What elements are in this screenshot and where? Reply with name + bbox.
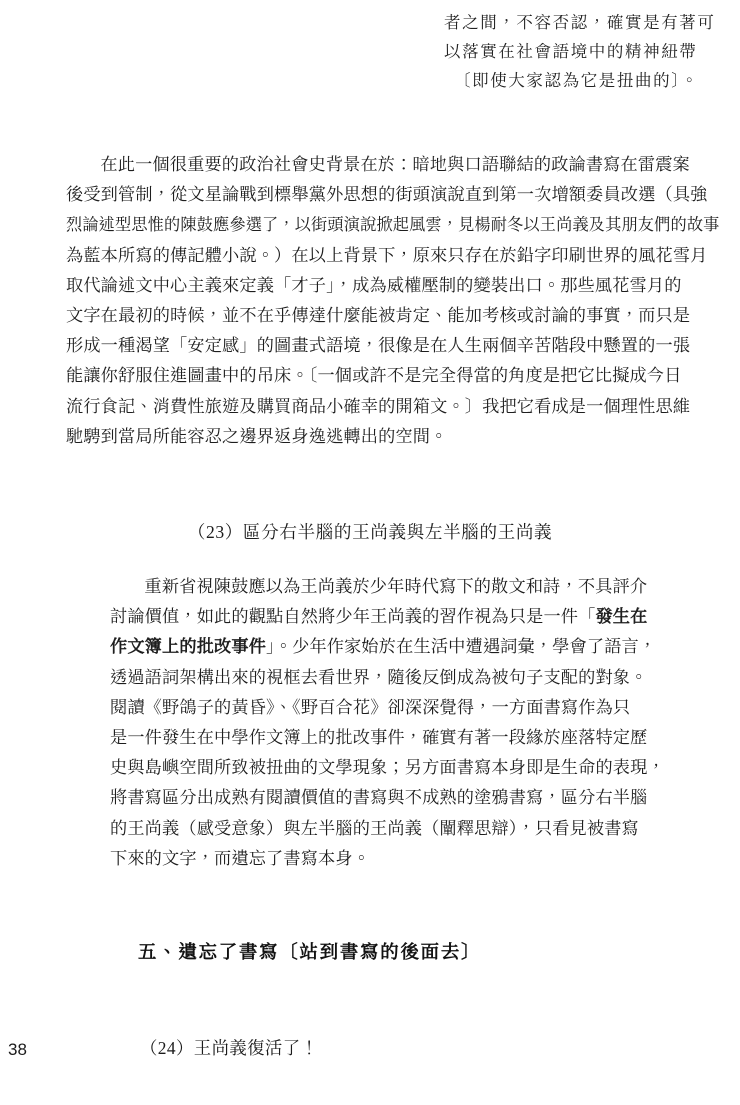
- page-folio-number: 38: [8, 1040, 27, 1059]
- paragraph-two-line-4: 透過語詞架構出來的視框去看世界，隨後反倒成為被句子支配的對象。: [110, 667, 648, 687]
- paragraph-one-line-7: 形成一種渴望「安定感」的圖畫式語境，很像是在人生兩個辛苦階段中懸置的一張: [66, 336, 691, 356]
- paragraph-one-line-4: 為藍本所寫的傳記體小說。）在以上背景下，原來只存在於鉛字印刷世界的風花雪月: [66, 245, 708, 265]
- paragraph-two-line-2-plain: 討論價值，如此的觀點自然將少年王尚義的習作視為只是一件「: [110, 607, 596, 627]
- paragraph-two-line-2: [110, 602, 670, 632]
- paragraph-two: [110, 572, 670, 874]
- numbered-line-24: （24）王尚義復活了！: [140, 1038, 319, 1058]
- top-continuation-line-2: 以落實在社會語境中的精神紐帶: [444, 42, 698, 61]
- heading-chapter-five: 五、遺忘了書寫〔站到書寫的後面去〕: [138, 941, 482, 962]
- paragraph-two-line-1: 重新省視陳鼓應以為王尚義於少年時代寫下的散文和詩，不具評介: [144, 577, 648, 596]
- paragraph-two-line-9: 的王尚義（感受意象）與左半腦的王尚義（闡釋思辯），只看見被書寫: [110, 818, 639, 838]
- heading-section-23: （23）區分右半腦的王尚義與左半腦的王尚義: [187, 522, 553, 542]
- paragraph-two-line-5: 閱讀《野鴿子的黃昏》、《野百合花》卻深深覺得，一方面書寫作為只: [110, 697, 631, 717]
- paragraph-one-line-10: 馳騁到當局所能容忍之邊界返身逸逃轉出的空間。: [66, 426, 448, 446]
- top-continuation-line-3: 〔即使大家認為它是扭曲的〕。: [454, 71, 700, 90]
- paragraph-two-line-7: 史與島嶼空間所致被扭曲的文學現象；另方面書寫本身即是生命的表現，: [110, 758, 665, 778]
- paragraph-two-line-3: [110, 632, 670, 662]
- paragraph-one-line-8: 能讓你舒服住進圖畫中的吊床。〔一個或許不是完全得當的角度是把它比擬成今日: [66, 366, 682, 386]
- emphasis-run-start: 發生在: [595, 607, 648, 627]
- top-continuation-line-1: 者之間，不容否認，確實是有著可: [444, 13, 716, 32]
- paragraph-one-line-1: 在此一個很重要的政治社會史背景在於：暗地與口語聯結的政論書寫在雷震案: [100, 155, 690, 174]
- top-continuation-block: [444, 8, 732, 95]
- paragraph-two-line-8: 將書寫區分出成熟有閱讀價值的書寫與不成熟的塗鴉書寫，區分右半腦: [110, 788, 648, 808]
- paragraph-one-line-9: 流行食記、消費性旅遊及購買商品小確幸的開箱文。〕我把它看成是一個理性思維: [66, 396, 691, 416]
- paragraph-one: [66, 150, 720, 452]
- paragraph-one-line-3: 烈論述型思惟的陳鼓應參選了，以街頭演說掀起風雲，見楊耐冬以王尚義及其朋友們的故事: [66, 216, 720, 235]
- paragraph-two-line-6: 是一件發生在中學作文簿上的批改事件，確實有著一段緣於座落特定歷: [110, 728, 648, 748]
- paragraph-two-line-10: 下來的文字，而遺忘了書寫本身。: [110, 848, 371, 868]
- paragraph-one-line-2: 後受到管制，從文星論戰到標舉黨外思想的街頭演說直到第一次增額委員改選（具強: [66, 185, 708, 205]
- paragraph-two-line-3-plain: 」。少年作家始於在生活中遭遇詞彙，學會了語言，: [266, 637, 657, 657]
- emphasis-run-end: 作文簿上的批改事件: [110, 637, 267, 657]
- paragraph-one-line-6: 文字在最初的時候，並不在乎傳達什麼能被肯定、能加考核或討論的事實，而只是: [66, 306, 691, 326]
- paragraph-one-line-5: 取代論述文中心主義來定義「才子」，成為威權壓制的變裝出口。那些風花雪月的: [66, 275, 682, 295]
